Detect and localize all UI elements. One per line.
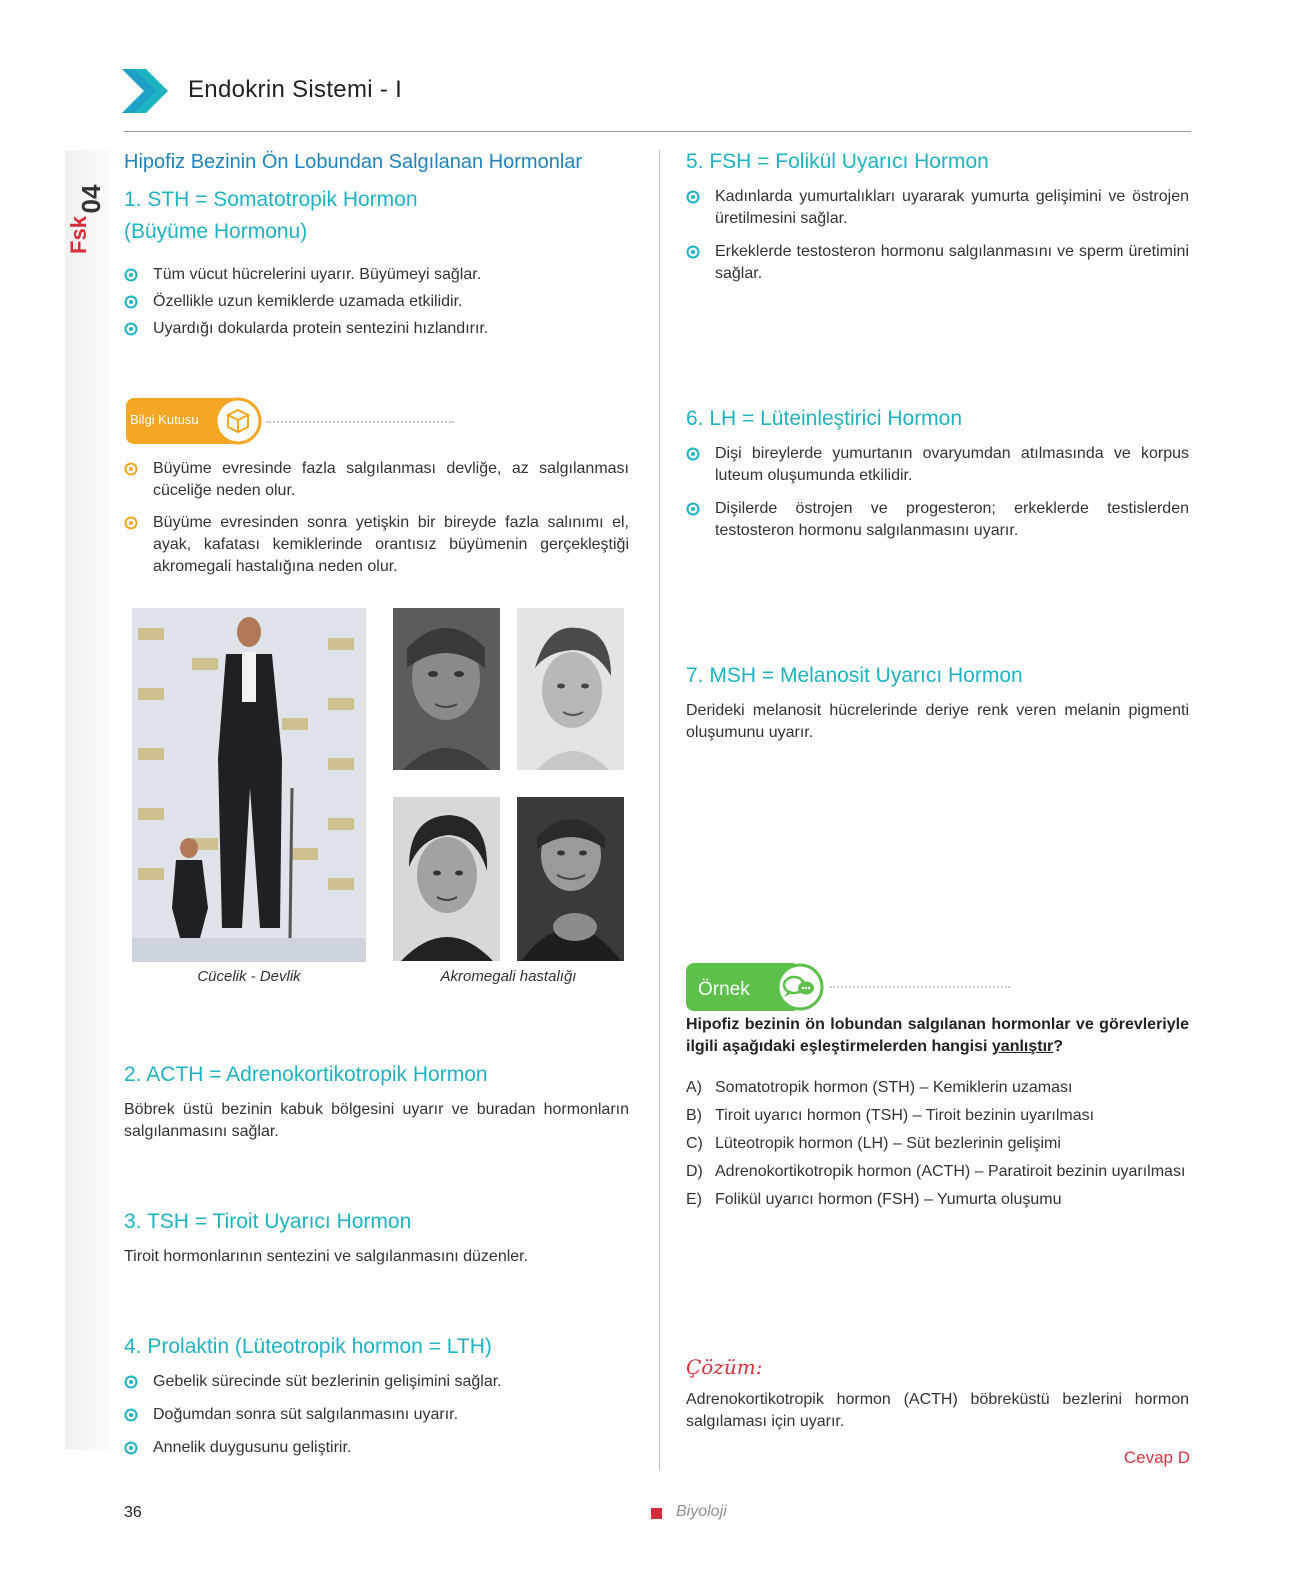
sth-title: 1. STH = Somatotropik Hormon [124,188,418,211]
dotted-leader [830,986,1010,988]
page-number: 36 [124,1504,142,1521]
list-item: Erkeklerde testosteron hormonu salgılanmasını ve sperm üretimini sağlar. [686,241,1189,285]
answer-label: Cevap D [1123,1448,1190,1467]
section-title: Hipofiz Bezinin Ön Lobundan Salgılanan Hormonlar [124,151,583,173]
option-d: D) Adrenokortikotropik hormon (ACTH) – Paratiroit bezinin uyarılması [686,1163,1186,1180]
sth-subtitle: (Büyüme Hormonu) [124,220,308,243]
orange-bullet-icon [124,462,138,476]
column-divider [659,150,660,1470]
cozum-label: Çözüm: [686,1355,763,1379]
acromegaly-photo-2 [517,608,624,770]
fasikul-label: Fsk [66,216,91,254]
answer-options [686,1077,1189,1217]
chevron-right-icon [120,67,170,115]
fasikul-badge [66,155,106,255]
prolaktin-title: 4. Prolaktin (Lüteotropik hormon = LTH) [124,1335,492,1358]
sth-list [124,264,624,340]
list-item: Dişilerde östrojen ve progesteron; erkeklerde testislerden testosteron hormonu salgılanmasını uyarır. [686,498,1189,542]
side-strip [65,150,110,1450]
orange-bullet-icon [124,516,138,530]
teal-bullet-icon [124,1441,138,1455]
teal-bullet-icon [124,295,138,309]
photo-caption-acromegaly: Akromegali hastalığı [440,968,577,985]
ornek-label: Örnek [698,979,750,1000]
option-e: E) Folikül uyarıcı hormon (FSH) – Yumurta oluşumu [686,1191,1062,1208]
footer-subject: Biyoloji [676,1503,727,1520]
question-emphasis: yanlıştır [991,1038,1054,1055]
acromegaly-photo-3 [393,797,500,961]
list-item: Doğumdan sonra süt salgılanmasını uyarır. [124,1404,629,1426]
option-a: A) Somatotropik hormon (STH) – Kemiklerin uzaması [686,1079,1073,1096]
option-b: B) Tiroit uyarıcı hormon (TSH) – Tiroit bezinin uyarılması [686,1107,1095,1124]
teal-bullet-icon [686,245,700,259]
list-item: Büyüme evresinde fazla salgılanması devliğe, az salgılanması cüceliğe neden olur. [124,458,629,502]
teal-bullet-icon [124,268,138,282]
list-item: Uyardığı dokularda protein sentezini hızlandırır. [124,318,624,340]
msh-text: Derideki melanosit hücrelerinde deriye renk veren melanin pigmenti oluşumunu uyarır. [686,702,1189,741]
lh-list [686,443,1189,542]
tsh-text: Tiroit hormonlarının sentezini ve salgılanmasını düzenler. [124,1248,529,1265]
list-item: Büyüme evresinden sonra yetişkin bir bireyde fazla salınımı el, ayak, kafatası kemiklerinde orantısız büyümenin gerçekleştiği akromegali hastalığına neden olur. [124,512,629,578]
teal-bullet-icon [124,1408,138,1422]
dotted-leader [266,421,454,423]
teal-bullet-icon [686,447,700,461]
lh-title: 6. LH = Lüteinleştirici Hormon [686,407,963,430]
tsh-title: 3. TSH = Tiroit Uyarıcı Hormon [124,1210,412,1233]
fsh-title: 5. FSH = Folikül Uyarıcı Hormon [686,150,989,173]
list-item: Tüm vücut hücrelerini uyarır. Büyümeyi sağlar. [124,264,624,286]
photo-caption-dwarfism: Cücelik - Devlik [197,968,301,985]
teal-bullet-icon [124,1375,138,1389]
teal-bullet-icon [686,190,700,204]
teal-bullet-icon [124,322,138,336]
fasikul-number: 04 [76,184,106,214]
list-item: Özellikle uzun kemiklerde uzamada etkilidir. [124,291,624,313]
option-c: C) Lüteotropik hormon (LH) – Süt bezlerinin gelişimi [686,1135,1061,1152]
question-text: Hipofiz bezinin ön lobundan salgılanan hormonlar ve görevleriyle ilgili aşağıdaki eşleştirmelerden hangisi yanlıştır? [686,1016,1189,1055]
bilgi-list [124,458,629,578]
bilgi-kutusu-label: Bilgi Kutusu [130,412,199,427]
footer-marker-icon [651,1508,662,1519]
acromegaly-photo-4 [517,797,624,961]
list-item: Gebelik sürecinde süt bezlerinin gelişimini sağlar. [124,1371,629,1393]
teal-bullet-icon [686,502,700,516]
list-item: Annelik duygusunu geliştirir. [124,1437,629,1459]
acth-title: 2. ACTH = Adrenokortikotropik Hormon [124,1063,488,1086]
page-title: Endokrin Sistemi - I [188,76,403,103]
header-divider [124,131,1191,132]
acth-text: Böbrek üstü bezinin kabuk bölgesini uyarır ve buradan hormonların salgılanmasını sağlar. [124,1101,629,1140]
fsh-list [686,186,1189,285]
list-item: Kadınlarda yumurtalıkları uyararak yumurta gelişimini ve östrojen üretilmesini sağlar. [686,186,1189,230]
list-item: Dişi bireylerde yumurtanın ovaryumdan atılmasında ve korpus luteum oluşumunda etkilidir. [686,443,1189,487]
dwarfism-gigantism-photo [132,608,366,962]
cozum-text: Adrenokortikotropik hormon (ACTH) böbreküstü bezlerini hormon salgılaması için uyarır. [686,1391,1189,1430]
msh-title: 7. MSH = Melanosit Uyarıcı Hormon [686,664,1023,687]
prolaktin-list [124,1371,629,1459]
acromegaly-photo-1 [393,608,500,770]
